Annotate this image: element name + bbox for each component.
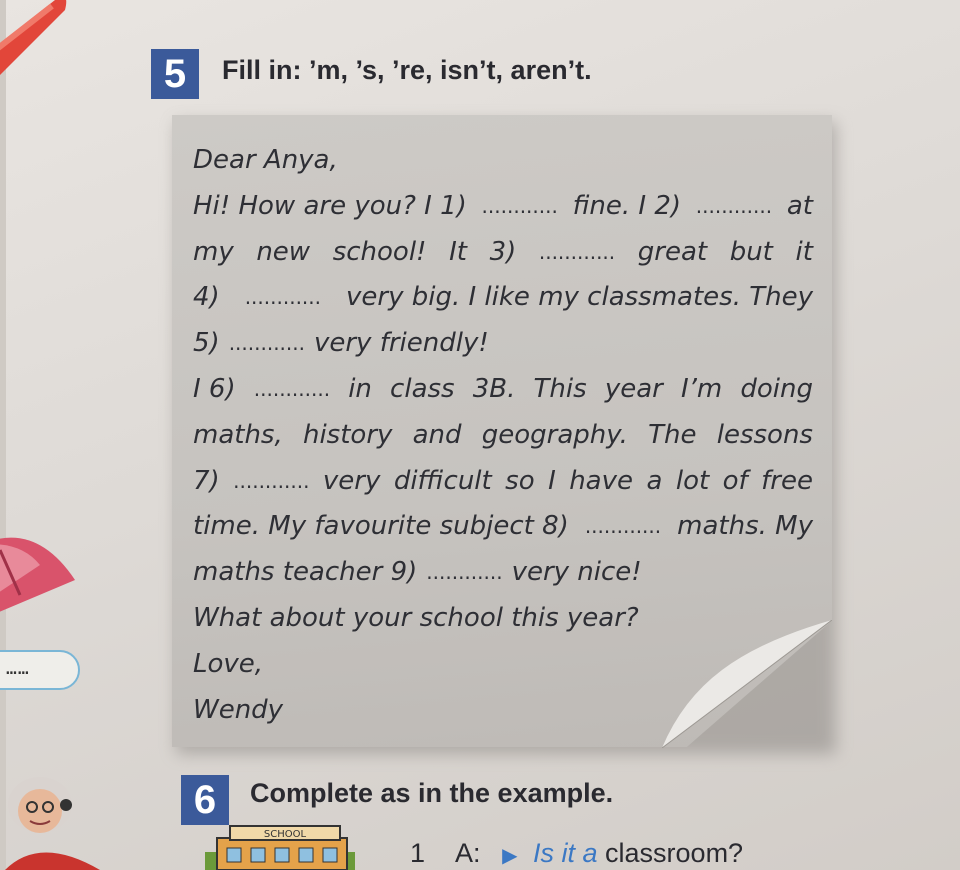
- teacher-illustration: [0, 765, 110, 870]
- school-sign: SCHOOL: [263, 829, 307, 840]
- exercise-5-instruction: Fill in: ’m, ’s, ’re, isn’t, aren’t.: [222, 55, 592, 85]
- letter-line-9: maths teacher 9) ............ very nice!: [193, 550, 813, 596]
- example-rest: classroom?: [605, 838, 744, 868]
- blank-1[interactable]: ............: [481, 193, 558, 218]
- letter-line-4: 5) ............ very friendly!: [193, 321, 813, 367]
- umbrella-illustration: [0, 525, 80, 635]
- letter-line-7: 7) ............ very difficult so I have a lot of free: [193, 459, 813, 505]
- example-highlight: Is it a: [532, 838, 598, 868]
- play-arrow-icon: ▶: [502, 845, 518, 867]
- example-item-number: 1: [410, 838, 426, 868]
- blank-2[interactable]: ............: [695, 193, 773, 218]
- letter-line-10: What about your school this year?: [193, 602, 639, 633]
- blank-3[interactable]: ............: [538, 239, 616, 264]
- blank-8[interactable]: ............: [584, 514, 662, 539]
- exercise-6-badge: 6: [181, 775, 229, 825]
- letter-line-3: 4) ............ very big. I like my classmates. They: [193, 275, 813, 321]
- blank-9[interactable]: ............: [426, 560, 503, 585]
- letter-line-8: time. My favourite subject 8) ............ maths. My: [193, 504, 813, 550]
- school-illustration: [205, 822, 355, 870]
- letter-salutation: Dear Anya,: [193, 145, 338, 175]
- blank-6[interactable]: ............: [253, 376, 331, 401]
- blank-7[interactable]: ............: [233, 468, 310, 493]
- letter-line-2: my new school! It 3) ............ great but it: [193, 230, 813, 276]
- exercise-5-badge: 5: [151, 49, 199, 99]
- letter-closing: Love,: [193, 648, 264, 679]
- example-question: [410, 838, 743, 869]
- example-speaker: A:: [455, 838, 481, 868]
- letter-line-1: Hi! How are you? I 1) ............ fine. I 2) ............ at: [193, 184, 813, 230]
- blank-4[interactable]: ............: [244, 285, 321, 310]
- answer-dots: ……: [6, 658, 30, 679]
- letter-line-6: maths, history and geography. The lessons: [193, 419, 813, 450]
- letter-signature: Wendy: [193, 694, 284, 725]
- page-margin: [0, 0, 6, 870]
- letter-body: [193, 138, 813, 733]
- exercise-6-instruction: Complete as in the example.: [250, 778, 614, 808]
- letter-line-5: I 6) ............ in class 3B. This year I’m doing: [193, 367, 813, 413]
- answer-bubble: [0, 650, 80, 690]
- pencil-illustration: [0, 0, 80, 90]
- blank-5[interactable]: ............: [228, 331, 305, 356]
